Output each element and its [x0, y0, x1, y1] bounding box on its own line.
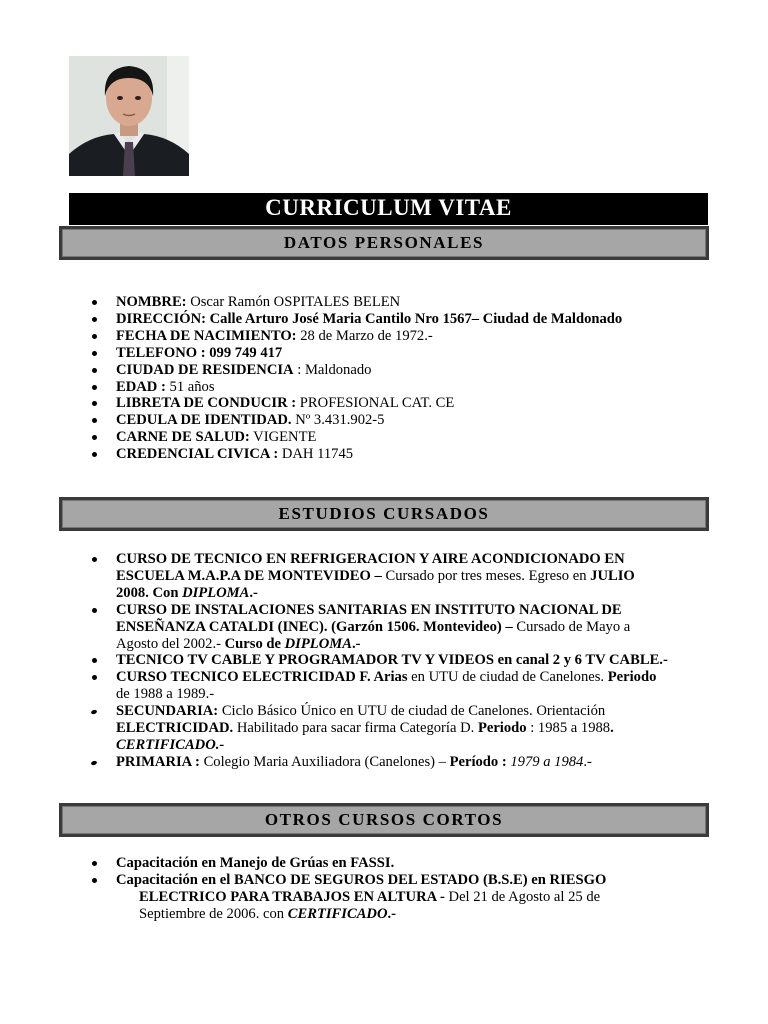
- profile-photo: [69, 56, 189, 176]
- list-item: CURSO DE TECNICO EN REFRIGERACION Y AIRE ACONDICIONADO EN ESCUELA M.A.P.A DE MONTEVIDEO – Cursado por tres meses. Egreso en JULIO 2008. Con DIPLOMA.-: [116, 551, 668, 602]
- list-item: TELEFONO : 099 749 417: [116, 345, 676, 362]
- person-portrait-icon: [69, 56, 189, 176]
- section-header-studies: [59, 497, 709, 531]
- list-item: DIRECCIÓN: Calle Arturo José Maria Cantilo Nro 1567– Ciudad de Maldonado: [116, 311, 676, 328]
- list-item: Capacitación en el BANCO DE SEGUROS DEL ESTADO (B.S.E) en RIESGO ELECTRICO PARA TRABAJOS EN ALTURA - Del 21 de Agosto al 25 de Septiembre de 2006. con CERTIFICADO.-: [116, 872, 656, 923]
- list-item: FECHA DE NACIMIENTO: 28 de Marzo de 1972.-: [116, 328, 676, 345]
- section-header-personal: [59, 226, 709, 260]
- section-title-studies: ESTUDIOS CURSADOS: [62, 500, 706, 528]
- list-item: CARNE DE SALUD: VIGENTE: [116, 429, 676, 446]
- list-item: PRIMARIA : Colegio Maria Auxiliadora (Canelones) – Período : 1979 a 1984.-: [116, 754, 668, 771]
- list-item: CREDENCIAL CIVICA : DAH 11745: [116, 446, 676, 463]
- section-header-short-courses: [59, 803, 709, 837]
- page-title: CURRICULUM VITAE: [69, 193, 708, 225]
- list-item: Capacitación en Manejo de Grúas en FASSI.: [116, 855, 656, 872]
- list-item: NOMBRE: Oscar Ramón OSPITALES BELEN: [116, 294, 676, 311]
- list-item: CURSO TECNICO ELECTRICIDAD F. Arias en UTU de ciudad de Canelones. Periodo de 1988 a 1989.-: [116, 669, 668, 703]
- list-item: LIBRETA DE CONDUCIR : PROFESIONAL CAT. CE: [116, 395, 676, 412]
- list-item: CURSO DE INSTALACIONES SANITARIAS EN INSTITUTO NACIONAL DE ENSEÑANZA CATALDI (INEC). (Garzón 1506. Montevideo) – Cursado de Mayo a Agosto del 2002.- Curso de DIPLOMA.-: [116, 602, 668, 653]
- list-item: EDAD : 51 años: [116, 379, 676, 396]
- section-title-short-courses: OTROS CURSOS CORTOS: [62, 806, 706, 834]
- personal-data-list: [116, 294, 676, 463]
- studies-list: [116, 551, 668, 771]
- section-title-personal: DATOS PERSONALES: [62, 229, 706, 257]
- list-item: CEDULA DE IDENTIDAD. Nº 3.431.902-5: [116, 412, 676, 429]
- short-courses-list: [116, 855, 656, 923]
- list-item: TECNICO TV CABLE Y PROGRAMADOR TV Y VIDEOS en canal 2 y 6 TV CABLE.-: [116, 652, 668, 669]
- list-item: CIUDAD DE RESIDENCIA : Maldonado: [116, 362, 676, 379]
- list-item: SECUNDARIA: Ciclo Básico Único en UTU de ciudad de Canelones. Orientación ELECTRICIDAD. Habilitado para sacar firma Categoría D. Periodo : 1985 a 1988. CERTIFICADO.-: [116, 703, 668, 754]
